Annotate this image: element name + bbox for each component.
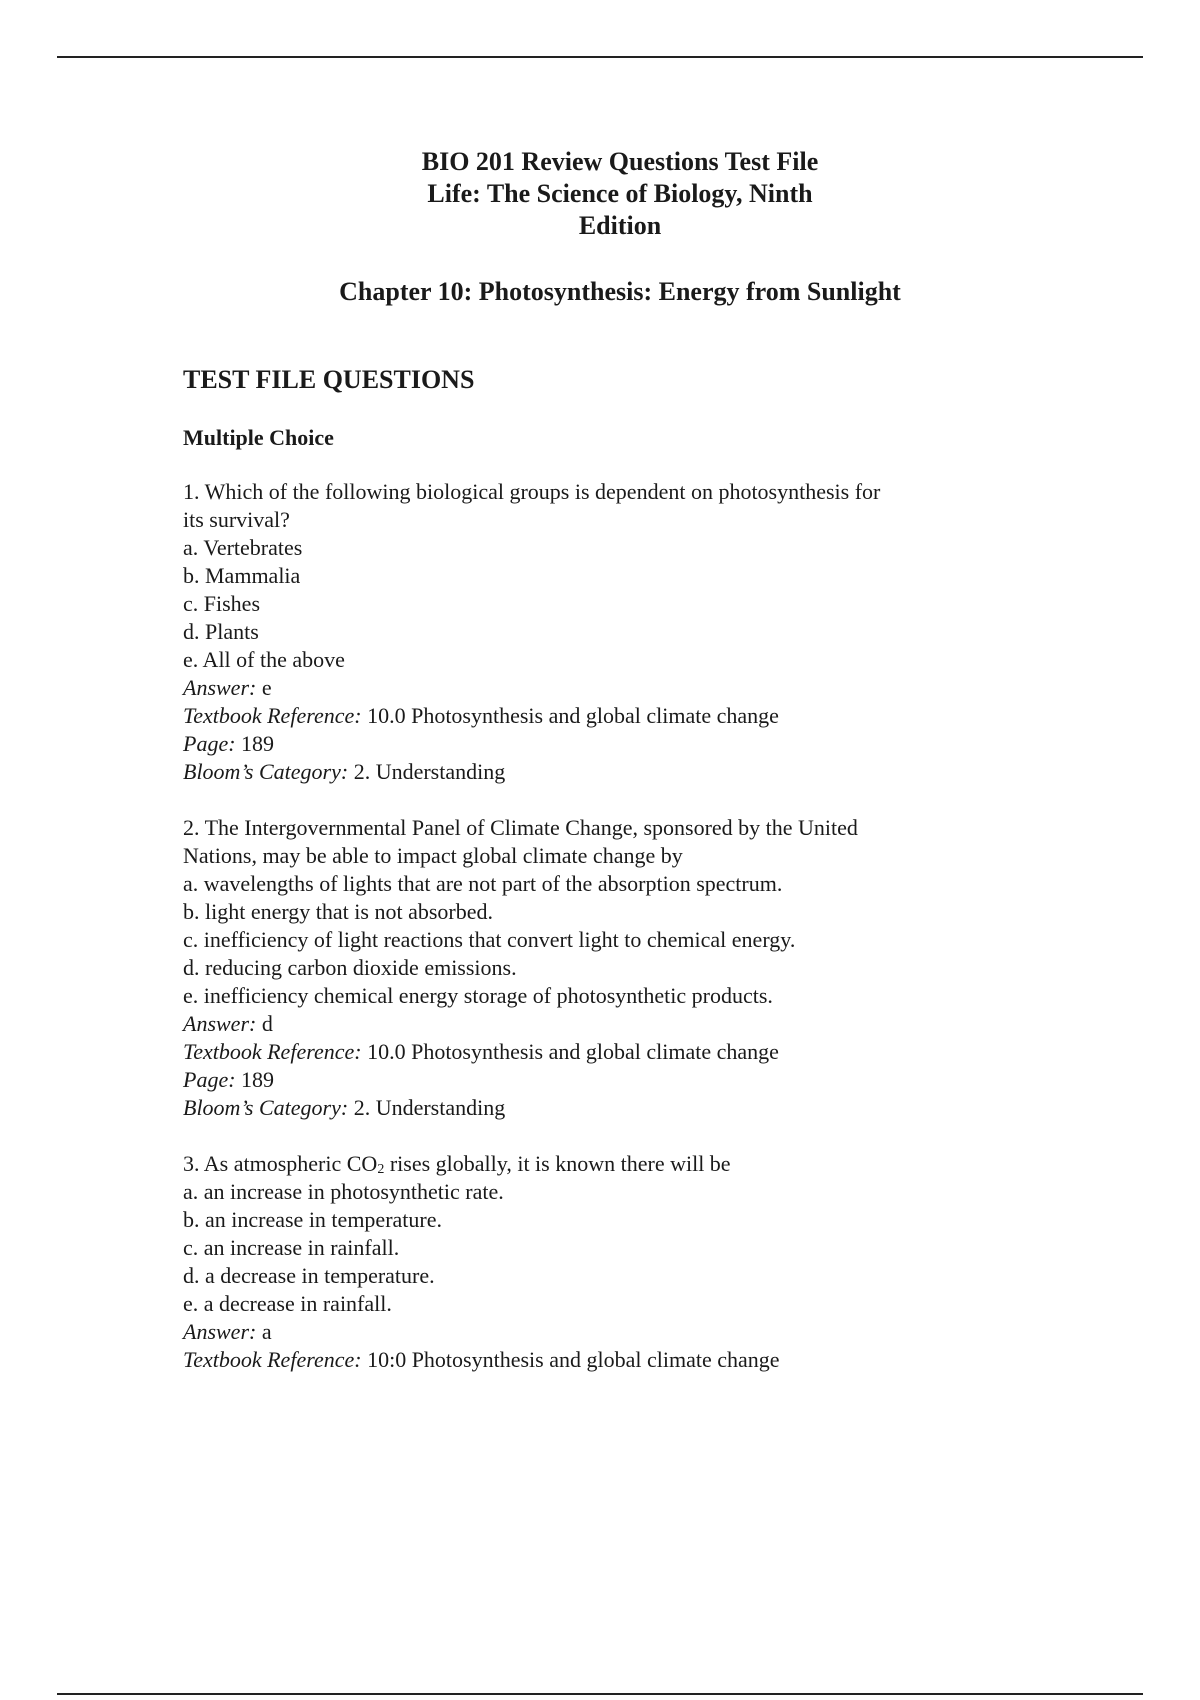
bloom-line	[183, 758, 963, 786]
answer-option: e. inefficiency chemical energy storage of photosynthetic products.	[183, 983, 773, 1008]
answer-value: a	[261, 1319, 272, 1344]
answer-option: c. Fishes	[183, 591, 260, 616]
chapter-heading: Chapter 10: Photosynthesis: Energy from Sunlight	[339, 277, 901, 306]
answer-label: Answer:	[183, 1011, 257, 1036]
section-heading: TEST FILE QUESTIONS	[183, 365, 475, 394]
title-line: Life: The Science of Biology, Ninth	[427, 179, 813, 208]
answer-line	[183, 674, 963, 702]
bloom-label: Bloom’s Category:	[183, 1095, 349, 1120]
reference-line	[183, 702, 963, 730]
stem-text-before: 3. As atmospheric CO	[183, 1151, 378, 1176]
title-line: BIO 201 Review Questions Test File	[421, 147, 819, 176]
answer-option: e. All of the above	[183, 647, 345, 672]
bloom-value: 2. Understanding	[353, 759, 506, 784]
bloom-value: 2. Understanding	[353, 1095, 506, 1120]
sub-heading: Multiple Choice	[183, 425, 334, 450]
reference-label: Textbook Reference:	[183, 1347, 362, 1372]
answer-option: e. a decrease in rainfall.	[183, 1291, 392, 1316]
answer-label: Answer:	[183, 675, 257, 700]
bloom-label: Bloom’s Category:	[183, 759, 349, 784]
page-value: 189	[241, 1067, 275, 1092]
page-line	[183, 730, 963, 758]
page-label: Page:	[183, 1067, 236, 1092]
reference-value: 10.0 Photosynthesis and global climate change	[367, 1039, 779, 1064]
answer-value: e	[261, 675, 272, 700]
question-stem-line: 1. Which of the following biological groups is dependent on photosynthesis for	[183, 479, 881, 504]
reference-line	[183, 1346, 963, 1374]
question-2	[183, 814, 963, 1122]
answer-option: c. inefficiency of light reactions that convert light to chemical energy.	[183, 927, 796, 952]
answer-option: a. Vertebrates	[183, 535, 303, 560]
answer-line	[183, 1318, 963, 1346]
title-line: Edition	[578, 211, 662, 240]
question-stem-line	[183, 1150, 963, 1178]
question-stem-line: 2. The Intergovernmental Panel of Climate Change, sponsored by the United	[183, 815, 858, 840]
answer-option: d. reducing carbon dioxide emissions.	[183, 955, 517, 980]
reference-label: Textbook Reference:	[183, 1039, 362, 1064]
reference-value: 10.0 Photosynthesis and global climate change	[367, 703, 779, 728]
question-1	[183, 478, 963, 786]
answer-option: b. an increase in temperature.	[183, 1207, 442, 1232]
answer-label: Answer:	[183, 1319, 257, 1344]
reference-label: Textbook Reference:	[183, 703, 362, 728]
page-value: 189	[241, 731, 275, 756]
reference-value: 10:0 Photosynthesis and global climate change	[367, 1347, 780, 1372]
stem-subscript: 2	[377, 1162, 385, 1177]
question-3	[183, 1150, 963, 1374]
question-stem-line: Nations, may be able to impact global climate change by	[183, 843, 683, 868]
answer-option: b. Mammalia	[183, 563, 301, 588]
answer-option: c. an increase in rainfall.	[183, 1235, 400, 1260]
reference-line	[183, 1038, 963, 1066]
answer-value: d	[261, 1011, 273, 1036]
page-line	[183, 1066, 963, 1094]
answer-option: b. light energy that is not absorbed.	[183, 899, 493, 924]
bloom-line	[183, 1094, 963, 1122]
answer-option: d. Plants	[183, 619, 259, 644]
top-rule	[57, 56, 1143, 58]
page-label: Page:	[183, 731, 236, 756]
question-stem-line: its survival?	[183, 507, 290, 532]
question-list	[183, 478, 963, 1402]
answer-line	[183, 1010, 963, 1038]
answer-option: a. an increase in photosynthetic rate.	[183, 1179, 504, 1204]
document-title	[0, 146, 1200, 242]
answer-option: a. wavelengths of lights that are not part of the absorption spectrum.	[183, 871, 783, 896]
stem-text-after: rises globally, it is known there will be	[384, 1151, 731, 1176]
answer-option: d. a decrease in temperature.	[183, 1263, 435, 1288]
bottom-rule	[57, 1693, 1143, 1695]
